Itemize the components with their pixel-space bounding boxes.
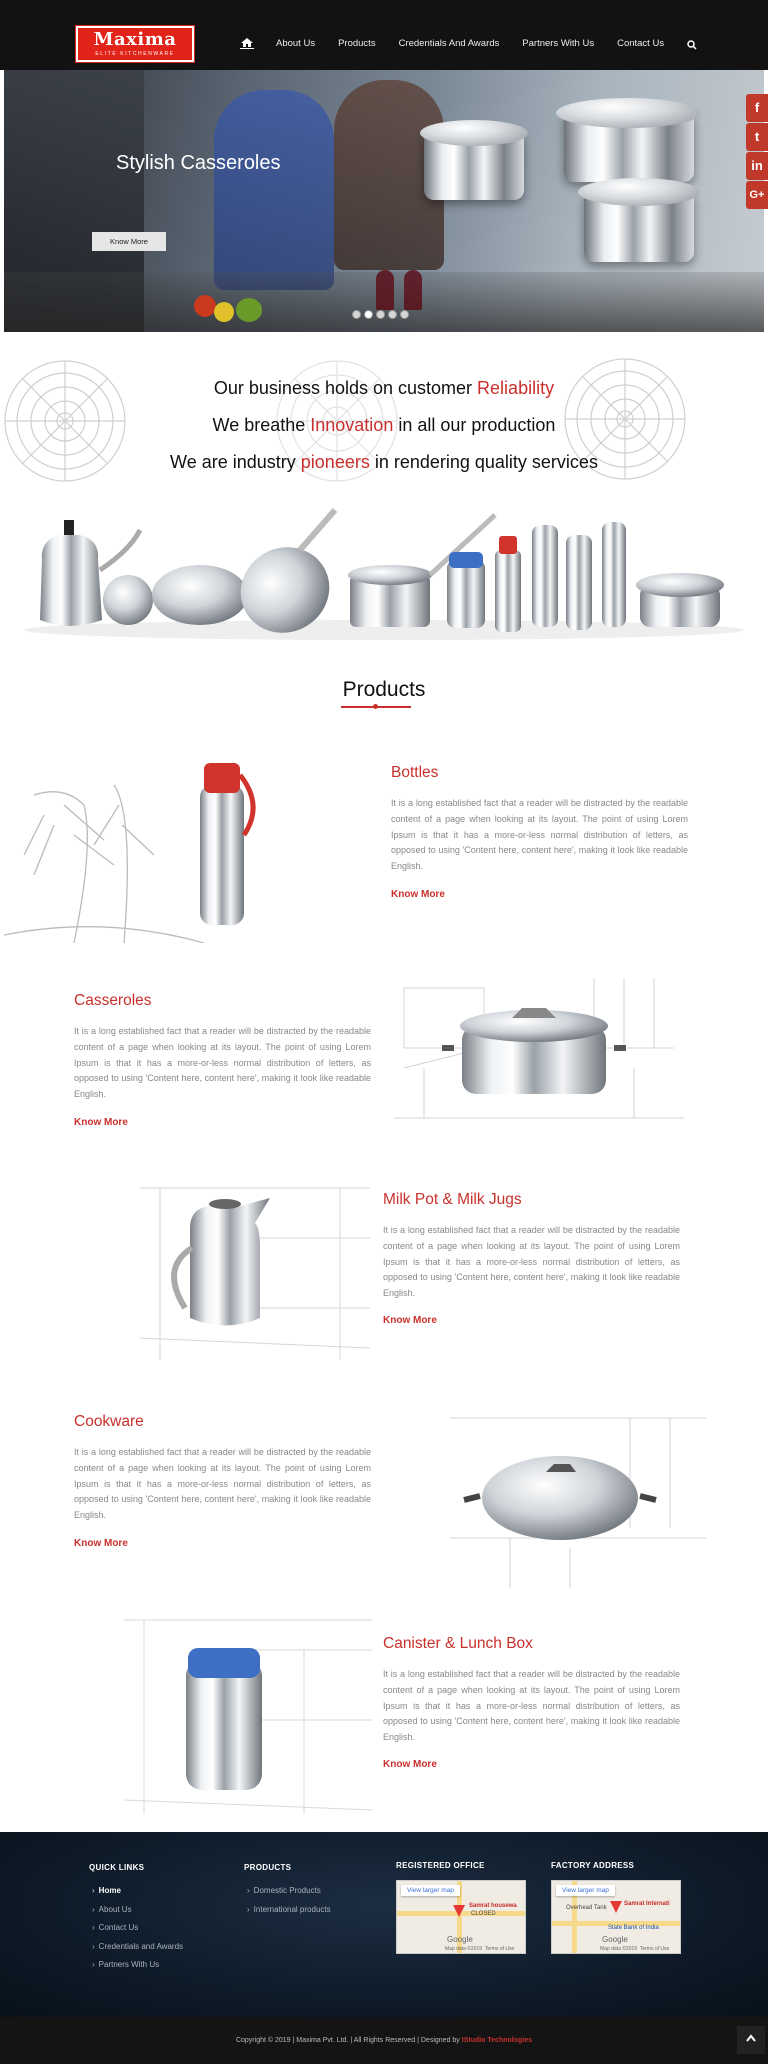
logo-name: Maxima [93, 29, 177, 50]
footer-link-label: Contact Us [98, 1923, 139, 1932]
hero-vegetable [214, 302, 234, 322]
hero-person-man [214, 90, 334, 290]
slider-dot[interactable] [352, 310, 361, 319]
hero-wine-glass [376, 270, 394, 310]
milk-pot-description: It is a long established fact that a reader will be distracted by the readable content of a page when looking at its layout. The point of using Lorem Ipsum is that it has a more-or-less normal distribution of letters, as opposed to using 'Content here, content here', making it look like readable English. [383, 1225, 680, 1299]
bottles-know-more-link[interactable]: Know More [391, 889, 445, 900]
footer-link-international-products[interactable]: › International products [247, 1905, 331, 1914]
factory-address-heading: FACTORY ADDRESS [551, 1861, 635, 1870]
map-terms-link[interactable]: Terms of Use [639, 1946, 670, 1952]
footer-link-label: Domestic Products [253, 1886, 321, 1895]
cookware-know-more-link[interactable]: Know More [74, 1538, 128, 1549]
footer-link-about-us[interactable]: › About Us [92, 1905, 132, 1914]
hero-know-more-button[interactable]: Know More [92, 232, 166, 251]
registered-office-map[interactable] [396, 1880, 526, 1954]
map-place-status: CLOSED [471, 1911, 496, 1917]
copyright-bar [0, 2017, 768, 2064]
canister-title: Canister & Lunch Box [383, 1635, 533, 1652]
quick-links-heading: QUICK LINKS [89, 1863, 145, 1872]
casseroles-title: Casseroles [74, 992, 152, 1009]
site-footer [0, 1832, 768, 2017]
slider-dots [352, 310, 412, 319]
factory-address-map[interactable] [551, 1880, 681, 1954]
social-sidebar [746, 94, 768, 210]
map-pin-icon [610, 1901, 622, 1913]
bottles-title: Bottles [391, 764, 439, 781]
tagline-text: in rendering quality services [369, 452, 598, 472]
tagline-highlight: pioneers [300, 452, 370, 472]
bottles-image [4, 745, 300, 943]
casseroles-image [394, 968, 684, 1128]
nav-credentials-awards[interactable]: Credentials And Awards [398, 37, 500, 49]
cookware-image [450, 1408, 706, 1588]
map-place-label: Samrat Internati [624, 1901, 670, 1907]
hero-vegetable [236, 298, 262, 322]
cookware-title: Cookware [74, 1413, 144, 1430]
bottles-description: It is a long established fact that a reader will be distracted by the readable content of a page when looking at its layout. The point of using Lorem Ipsum is that it has a more-or-less normal distribution of letters, as opposed to using 'Content here, content here', making it look like readable English. [391, 798, 688, 872]
scroll-to-top-button[interactable] [737, 2026, 765, 2054]
map-data-text: Map data ©2019 [600, 1946, 638, 1952]
nav-partners[interactable]: Partners With Us [522, 37, 595, 49]
map-data-credit [600, 1946, 669, 1952]
footer-link-home[interactable]: › Home [92, 1886, 121, 1895]
copyright-text [0, 2037, 768, 2044]
google-logo: Google [602, 1935, 628, 1944]
tagline-innovation [0, 415, 768, 436]
google-logo: Google [447, 1935, 473, 1944]
slider-dot[interactable] [388, 310, 397, 319]
nav-contact-us[interactable]: Contact Us [617, 37, 665, 49]
footer-link-contact-us[interactable]: › Contact Us [92, 1923, 139, 1932]
maxima-logo[interactable] [76, 26, 194, 62]
footer-link-label: Credentials and Awards [98, 1942, 184, 1951]
map-data-credit [445, 1946, 514, 1952]
designer-link[interactable]: IStudio Technologies [461, 2037, 533, 2044]
map-pin-icon [453, 1905, 465, 1917]
tagline-highlight: Innovation [310, 415, 394, 435]
slider-dot-active[interactable] [364, 310, 373, 319]
footer-link-credentials[interactable]: › Credentials and Awards [92, 1942, 184, 1951]
view-larger-map-link[interactable]: View larger map [401, 1885, 460, 1896]
slider-dot[interactable] [400, 310, 409, 319]
main-nav [240, 37, 699, 49]
footer-link-partners[interactable]: › Partners With Us [92, 1960, 160, 1969]
footer-link-domestic-products[interactable]: › Domestic Products [247, 1886, 321, 1895]
logo-tagline: ELITE KITCHENWARE [95, 51, 175, 57]
milk-pot-image [140, 1168, 370, 1360]
hero-wine-glass [404, 270, 422, 310]
slider-dot[interactable] [376, 310, 385, 319]
tagline-text: We are industry [170, 452, 301, 472]
footer-link-label: About Us [98, 1905, 132, 1914]
registered-office-heading: REGISTERED OFFICE [396, 1861, 485, 1870]
product-lineup-image [0, 490, 768, 650]
canister-know-more-link[interactable]: Know More [383, 1759, 437, 1770]
tagline-reliability [0, 378, 768, 399]
canister-image [124, 1610, 372, 1814]
linkedin-icon[interactable]: in [746, 152, 768, 180]
view-larger-map-link[interactable]: View larger map [556, 1885, 615, 1896]
tagline-pioneers [0, 452, 768, 473]
casseroles-know-more-link[interactable]: Know More [74, 1117, 128, 1128]
facebook-icon[interactable]: f [746, 94, 768, 122]
hero-casserole-lid [420, 120, 528, 146]
tagline-text: We breathe [212, 415, 311, 435]
map-place-label-bank: State Bank of India [608, 1925, 659, 1931]
chevron-up-icon [746, 2034, 756, 2042]
map-data-text: Map data ©2019 [445, 1946, 483, 1952]
milk-pot-know-more-link[interactable]: Know More [383, 1315, 437, 1326]
canister-description: It is a long established fact that a reader will be distracted by the readable content of a page when looking at its layout. The point of using Lorem Ipsum is that it has a more-or-less normal distribution of letters, as opposed to using 'Content here, content here', making it look like readable English. [383, 1669, 680, 1743]
cookware-description: It is a long established fact that a reader will be distracted by the readable content of a page when looking at its layout. The point of using Lorem Ipsum is that it has a more-or-less normal distribution of letters, as opposed to using 'Content here, content here', making it look like readable English. [74, 1447, 371, 1521]
hero-slider [4, 70, 764, 332]
hero-casserole-lid [556, 98, 700, 128]
twitter-icon[interactable]: t [746, 123, 768, 151]
nav-products[interactable]: Products [338, 37, 376, 49]
tagline-text: Our business holds on customer [213, 378, 478, 398]
hero-casserole-lid [578, 178, 700, 206]
footer-link-label: Partners With Us [98, 1960, 160, 1969]
hero-vegetable [194, 295, 216, 317]
site-header [0, 0, 768, 70]
map-place-label-overhead: Overhead Tank [566, 1905, 607, 1911]
milk-pot-title: Milk Pot & Milk Jugs [383, 1191, 522, 1208]
home-icon[interactable] [240, 37, 254, 49]
products-heading: Products [342, 678, 426, 701]
hero-title: Stylish Casseroles [116, 152, 281, 174]
tagline-text: in all our production [393, 415, 556, 435]
map-place-label: Samrat housewa [469, 1903, 517, 1909]
heading-underline [341, 706, 411, 708]
nav-about-us[interactable]: About Us [276, 37, 316, 49]
tagline-highlight: Reliability [477, 378, 555, 398]
footer-link-label: International products [253, 1905, 331, 1914]
map-terms-link[interactable]: Terms of Use [484, 1946, 515, 1952]
search-icon[interactable] [687, 37, 699, 49]
google-plus-icon[interactable]: G+ [746, 181, 768, 209]
casseroles-description: It is a long established fact that a reader will be distracted by the readable content of a page when looking at its layout. The point of using Lorem Ipsum is that it has a more-or-less normal distribution of letters, as opposed to using 'Content here, content here', making it look like readable English. [74, 1026, 371, 1100]
products-footer-heading: PRODUCTS [244, 1863, 292, 1872]
copyright-label: Copyright © 2019 | Maxima Pvt. Ltd. | All Rights Reserved | Designed by [235, 2037, 462, 2044]
footer-link-label: Home [98, 1886, 121, 1895]
